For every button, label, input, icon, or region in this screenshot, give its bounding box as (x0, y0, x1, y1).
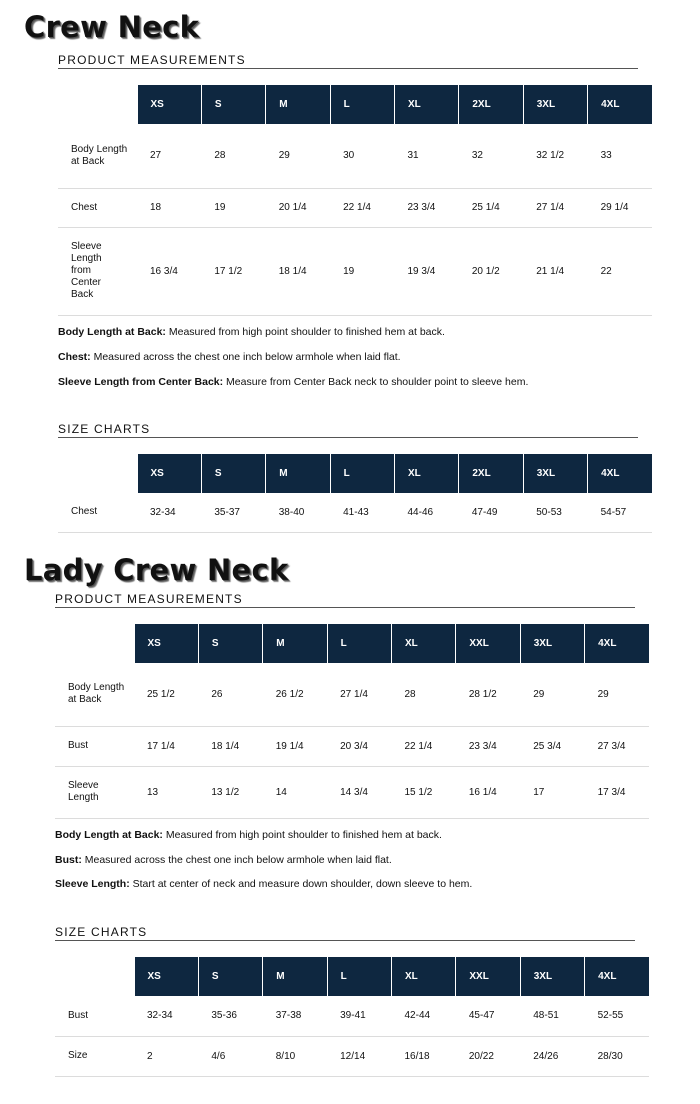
cell: 12/14 (327, 1036, 391, 1076)
cell: 28 1/2 (456, 663, 520, 726)
size-header: 3XL (520, 957, 584, 996)
cell: 29 1/4 (588, 188, 652, 227)
size-header: S (198, 957, 262, 996)
cell: 24/26 (520, 1036, 584, 1076)
size-header: XXL (456, 624, 520, 663)
row-label: Body Length at Back (55, 663, 134, 726)
table-row (55, 1036, 649, 1076)
cell: 14 3/4 (327, 766, 391, 818)
size-header: XXL (456, 957, 520, 996)
cell: 32-34 (134, 996, 198, 1036)
size-header: 4XL (588, 454, 652, 493)
table-row (58, 493, 652, 532)
size-header: M (266, 454, 330, 493)
size-header: 4XL (588, 85, 652, 124)
cell: 35-36 (198, 996, 262, 1036)
cell: 17 1/4 (134, 726, 198, 766)
size-header: 3XL (520, 624, 584, 663)
cell: 47-49 (459, 493, 523, 532)
cell: 19 3/4 (395, 227, 459, 315)
cell: 8/10 (263, 1036, 327, 1076)
cell: 19 (201, 188, 265, 227)
table-row (58, 124, 652, 188)
row-label: Body Length at Back (58, 124, 137, 188)
cell: 20 3/4 (327, 726, 391, 766)
crew-measurements-table (58, 85, 652, 316)
cell: 22 1/4 (330, 188, 394, 227)
cell: 20 1/4 (266, 188, 330, 227)
size-header: L (330, 85, 394, 124)
crew-measurements-header-row (58, 85, 652, 124)
row-label: Size (55, 1036, 134, 1076)
lady-note-body-length: Body Length at Back: Measured from high point shoulder to finished hem at back. (55, 829, 442, 841)
cell: 19 (330, 227, 394, 315)
cell: 28 (201, 124, 265, 188)
size-header: 2XL (459, 85, 523, 124)
cell: 18 (137, 188, 201, 227)
crew-measurements-heading: PRODUCT MEASUREMENTS (58, 53, 246, 67)
cell: 14 (263, 766, 327, 818)
cell: 28/30 (585, 1036, 649, 1076)
table-row (55, 726, 649, 766)
lady-measurements-table (55, 624, 649, 819)
cell: 54-57 (588, 493, 652, 532)
crew-note-sleeve: Sleeve Length from Center Back: Measure from Center Back neck to shoulder point to sleeve hem. (58, 376, 529, 388)
cell: 22 1/4 (392, 726, 456, 766)
cell: 30 (330, 124, 394, 188)
cell: 37-38 (263, 996, 327, 1036)
crew-measurements-rule (58, 68, 638, 69)
size-header: L (330, 454, 394, 493)
crew-title: Crew Neck (24, 10, 200, 44)
row-label: Bust (55, 996, 134, 1036)
size-header: XS (134, 624, 198, 663)
cell: 25 1/2 (134, 663, 198, 726)
cell: 28 (392, 663, 456, 726)
row-label: Sleeve Length (55, 766, 134, 818)
cell: 38-40 (266, 493, 330, 532)
lady-note-bust: Bust: Measured across the chest one inch below armhole when laid flat. (55, 854, 392, 866)
header-corner (58, 85, 137, 124)
cell: 21 1/4 (523, 227, 587, 315)
crew-size-chart-heading: SIZE CHARTS (58, 422, 151, 436)
cell: 18 1/4 (198, 726, 262, 766)
lady-size-chart-table (55, 957, 649, 1077)
header-corner (58, 454, 137, 493)
header-corner (55, 624, 134, 663)
cell: 16/18 (392, 1036, 456, 1076)
cell: 4/6 (198, 1036, 262, 1076)
lady-measurements-rule (55, 607, 635, 608)
size-header: 3XL (523, 454, 587, 493)
cell: 26 (198, 663, 262, 726)
cell: 50-53 (523, 493, 587, 532)
size-header: S (201, 85, 265, 124)
cell: 19 1/4 (263, 726, 327, 766)
cell: 17 3/4 (585, 766, 649, 818)
cell: 25 3/4 (520, 726, 584, 766)
crew-note-chest: Chest: Measured across the chest one inch below armhole when laid flat. (58, 351, 401, 363)
cell: 32-34 (137, 493, 201, 532)
cell: 22 (588, 227, 652, 315)
lady-size-chart-rule (55, 940, 635, 941)
cell: 27 1/4 (327, 663, 391, 726)
size-header: L (327, 624, 391, 663)
table-row (58, 188, 652, 227)
size-header: 4XL (585, 624, 649, 663)
lady-size-chart-header-row (55, 957, 649, 996)
table-row (55, 766, 649, 818)
cell: 29 (520, 663, 584, 726)
row-label: Chest (58, 493, 137, 532)
cell: 20 1/2 (459, 227, 523, 315)
lady-title: Lady Crew Neck (24, 553, 289, 587)
size-header: XL (392, 957, 456, 996)
size-header: XS (137, 454, 201, 493)
cell: 16 3/4 (137, 227, 201, 315)
table-row (55, 996, 649, 1036)
cell: 27 3/4 (585, 726, 649, 766)
cell: 2 (134, 1036, 198, 1076)
cell: 25 1/4 (459, 188, 523, 227)
row-label: Sleeve Length from Center Back (58, 227, 137, 315)
cell: 31 (395, 124, 459, 188)
cell: 23 3/4 (456, 726, 520, 766)
cell: 39-41 (327, 996, 391, 1036)
cell: 29 (266, 124, 330, 188)
size-header: 3XL (523, 85, 587, 124)
lady-note-sleeve: Sleeve Length: Start at center of neck and measure down shoulder, down sleeve to hem. (55, 878, 473, 890)
size-header: S (201, 454, 265, 493)
row-label: Bust (55, 726, 134, 766)
lady-size-chart-heading: SIZE CHARTS (55, 925, 148, 939)
cell: 48-51 (520, 996, 584, 1036)
cell: 26 1/2 (263, 663, 327, 726)
size-header: S (198, 624, 262, 663)
cell: 20/22 (456, 1036, 520, 1076)
header-corner (55, 957, 134, 996)
size-header: 2XL (459, 454, 523, 493)
cell: 33 (588, 124, 652, 188)
cell: 17 1/2 (201, 227, 265, 315)
cell: 29 (585, 663, 649, 726)
cell: 23 3/4 (395, 188, 459, 227)
crew-size-chart-rule (58, 437, 638, 438)
cell: 52-55 (585, 996, 649, 1036)
lady-measurements-header-row (55, 624, 649, 663)
row-label: Chest (58, 188, 137, 227)
cell: 32 1/2 (523, 124, 587, 188)
size-header: M (263, 957, 327, 996)
size-header: M (263, 624, 327, 663)
size-header: 4XL (585, 957, 649, 996)
cell: 27 1/4 (523, 188, 587, 227)
cell: 18 1/4 (266, 227, 330, 315)
lady-measurements-heading: PRODUCT MEASUREMENTS (55, 592, 243, 606)
table-row (55, 663, 649, 726)
cell: 15 1/2 (392, 766, 456, 818)
cell: 32 (459, 124, 523, 188)
crew-note-body-length: Body Length at Back: Measured from high point shoulder to finished hem at back. (58, 326, 445, 338)
size-header: L (327, 957, 391, 996)
cell: 44-46 (395, 493, 459, 532)
cell: 17 (520, 766, 584, 818)
cell: 13 (134, 766, 198, 818)
table-row (58, 227, 652, 315)
size-header: XL (392, 624, 456, 663)
size-header: XL (395, 85, 459, 124)
size-header: XS (137, 85, 201, 124)
crew-size-chart-table (58, 454, 652, 533)
crew-size-chart-header-row (58, 454, 652, 493)
cell: 45-47 (456, 996, 520, 1036)
cell: 13 1/2 (198, 766, 262, 818)
cell: 41-43 (330, 493, 394, 532)
size-header: XL (395, 454, 459, 493)
size-header: M (266, 85, 330, 124)
cell: 16 1/4 (456, 766, 520, 818)
cell: 42-44 (392, 996, 456, 1036)
size-header: XS (134, 957, 198, 996)
cell: 35-37 (201, 493, 265, 532)
cell: 27 (137, 124, 201, 188)
